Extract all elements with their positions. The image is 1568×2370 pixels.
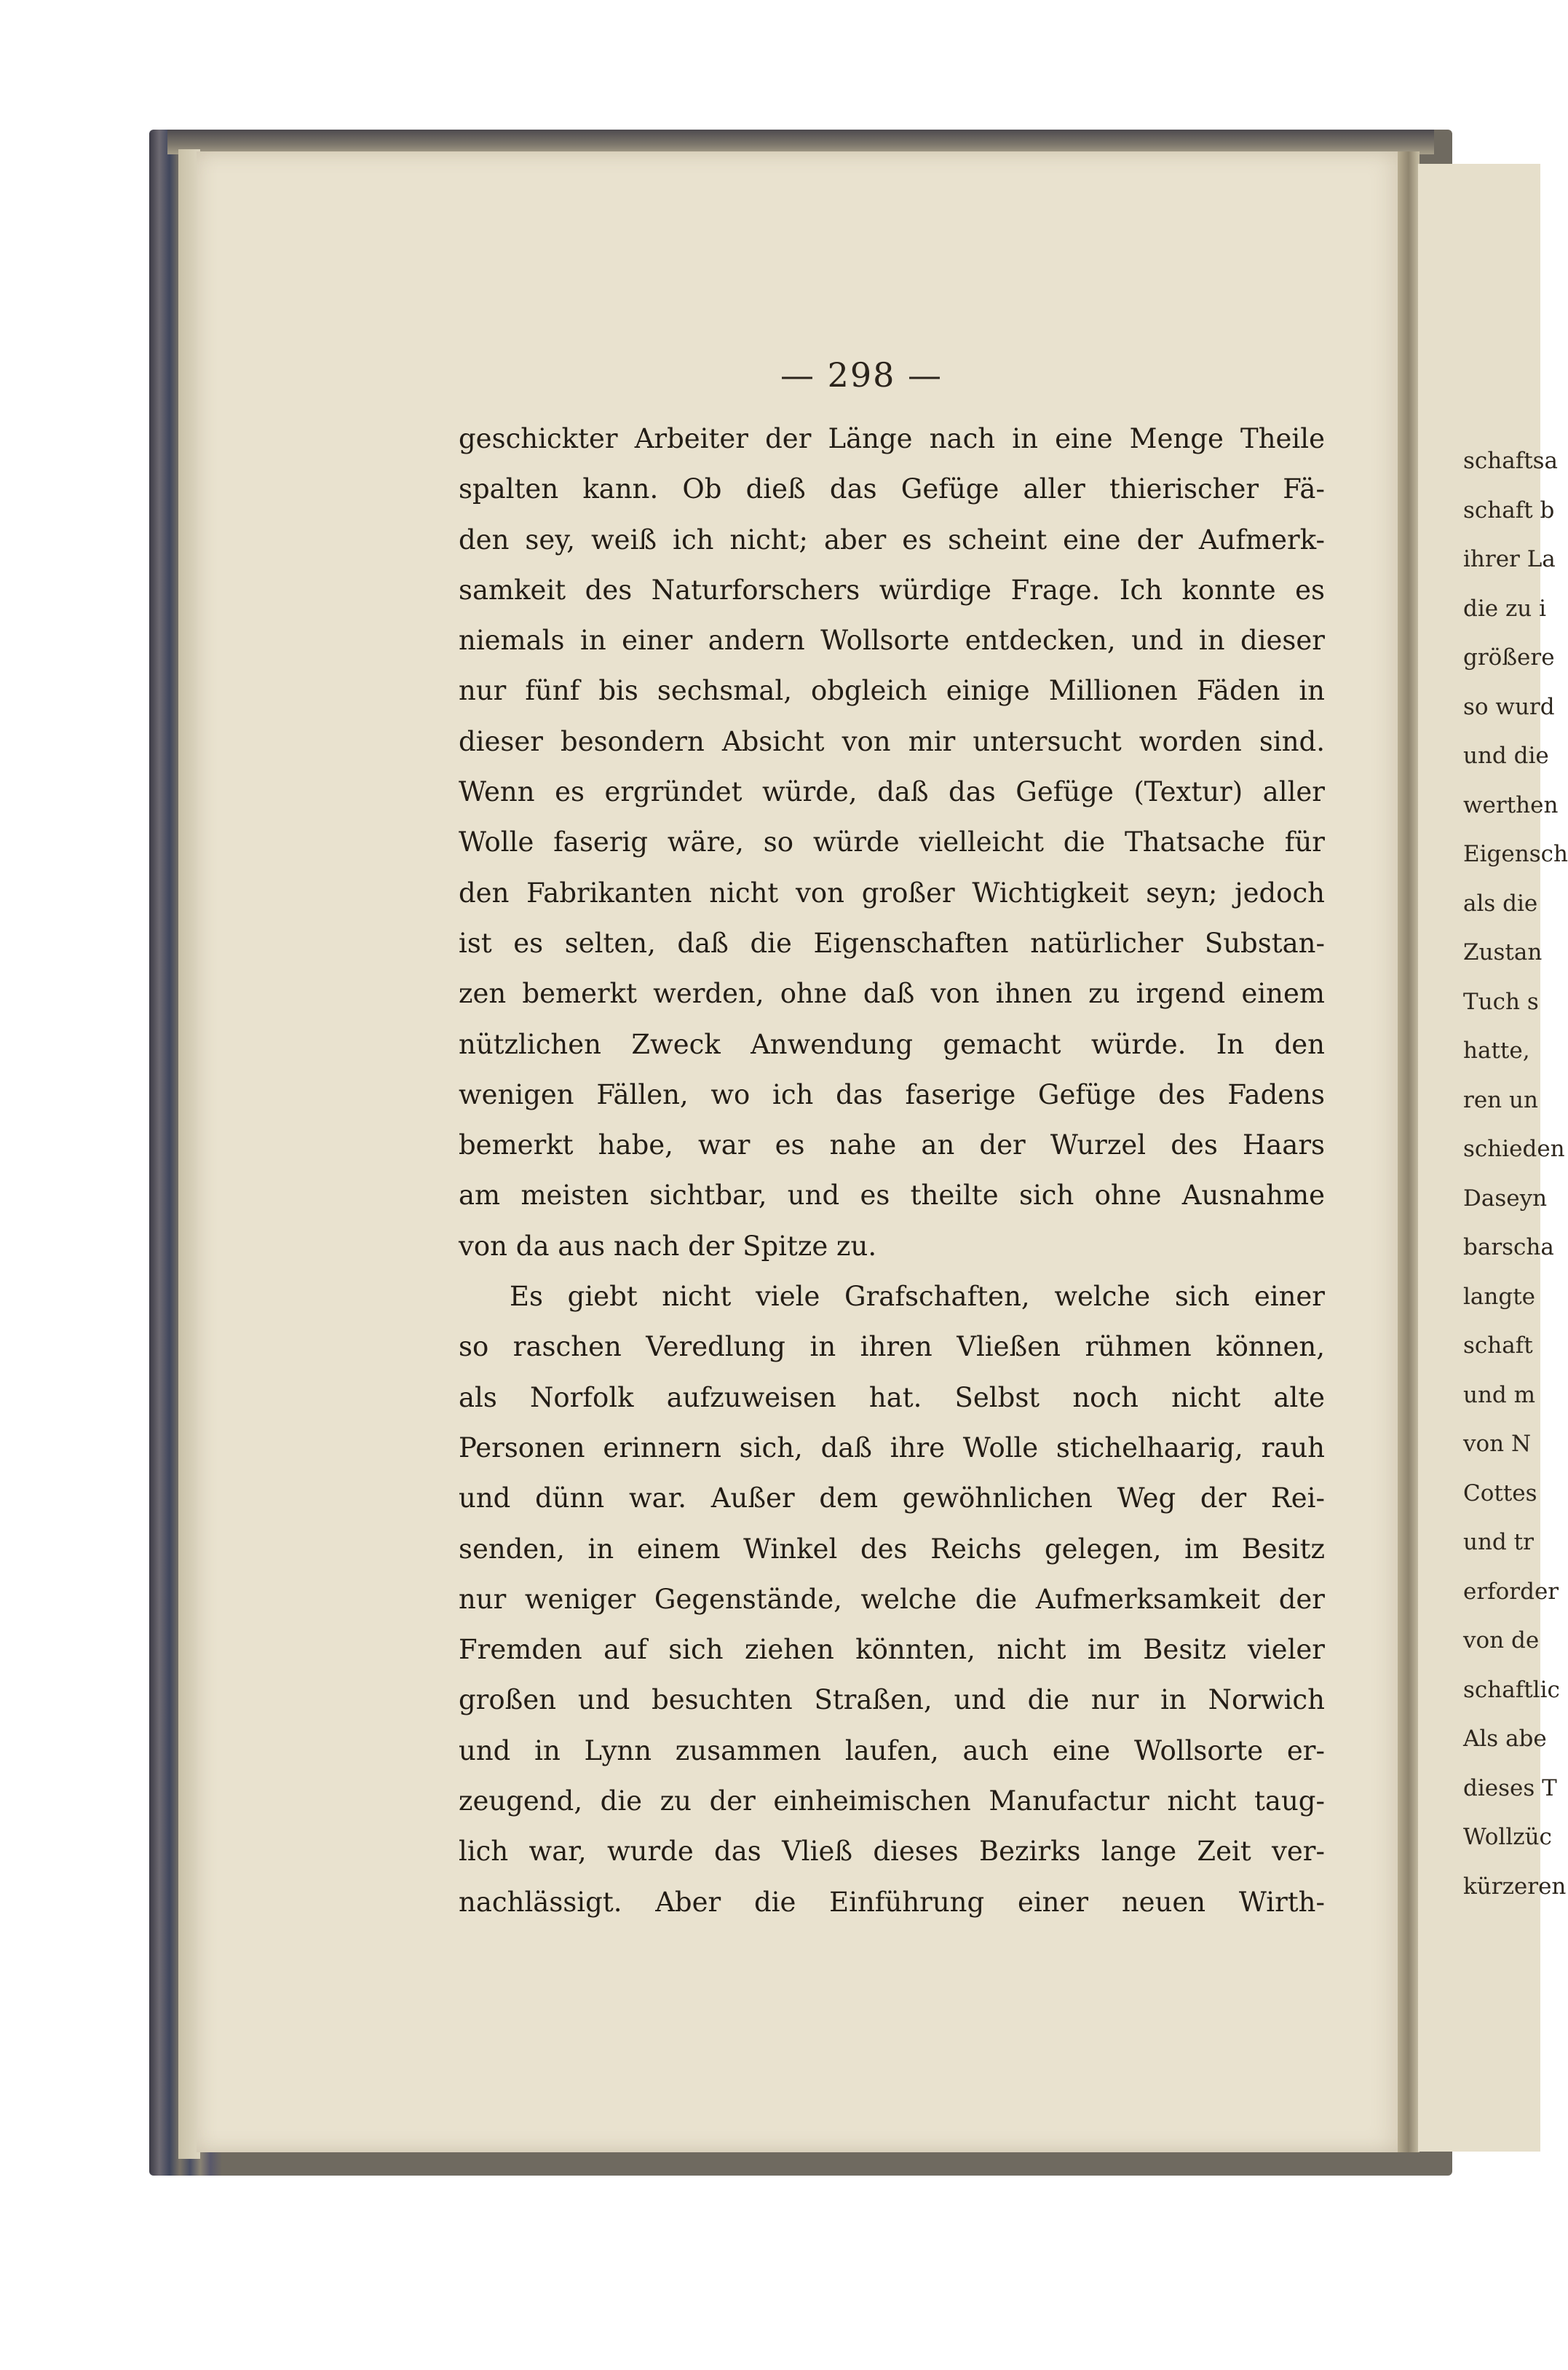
text-line: bemerkt habe, war es nahe an der Wurzel des Haars: [459, 1129, 1325, 1161]
text-line: Es giebt nicht viele Grafschaften, welche sich einer: [510, 1281, 1325, 1313]
text-line: dieser besondern Absicht von mir untersucht worden sind.: [459, 725, 1325, 757]
fragment-line: langte: [1463, 1283, 1536, 1310]
text-line: nur fünf bis sechsmal, obgleich einige Millionen Fäden in: [459, 675, 1325, 707]
book-cover-top-edge: [167, 130, 1434, 154]
text-line: senden, in einem Winkel des Reichs gelegen, im Besitz: [459, 1533, 1325, 1565]
text-line: von da aus nach der Spitze zu.: [459, 1230, 877, 1262]
text-line: Personen erinnern sich, daß ihre Wolle stichelhaarig, rauh: [459, 1431, 1325, 1464]
text-line: lich war, wurde das Vließ dieses Bezirks lange Zeit ver-: [459, 1836, 1325, 1868]
fragment-line: Als abe: [1463, 1726, 1547, 1752]
text-line: und in Lynn zusammen laufen, auch eine Wollsorte er-: [459, 1734, 1325, 1766]
book-gutter: [1398, 151, 1419, 2152]
text-line: großen und besuchten Straßen, und die nur in Norwich: [459, 1684, 1325, 1716]
fragment-line: ren un: [1463, 1086, 1538, 1113]
text-line: und dünn war. Außer dem gewöhnlichen Weg der Rei-: [459, 1482, 1325, 1514]
fragment-line: so wurd: [1463, 693, 1555, 720]
text-line: am meisten sichtbar, und es theilte sich ohne Ausnahme: [459, 1180, 1325, 1212]
text-line: samkeit des Naturforschers würdige Frage. Ich konnte es: [459, 574, 1325, 606]
fragment-line: als die: [1463, 890, 1538, 917]
text-line: als Norfolk aufzuweisen hat. Selbst noch nicht alte: [459, 1381, 1325, 1413]
fragment-line: werthen: [1463, 791, 1559, 818]
fragment-line: ihrer La: [1463, 546, 1556, 572]
text-line: nachlässigt. Aber die Einführung einer neuen Wirth-: [459, 1886, 1325, 1918]
fragment-line: dieses T: [1463, 1774, 1557, 1801]
text-line: zeugend, die zu der einheimischen Manufactur nicht taug-: [459, 1785, 1325, 1817]
body-text: [459, 414, 1325, 1927]
fragment-line: schieden: [1463, 1136, 1565, 1162]
fragment-line: schaft: [1463, 1332, 1533, 1359]
fragment-line: von de: [1463, 1627, 1540, 1654]
fragment-line: erforder: [1463, 1578, 1559, 1605]
text-line: so raschen Veredlung in ihren Vließen rühmen können,: [459, 1331, 1325, 1363]
page-number: — 298 —: [780, 355, 943, 395]
text-line: Wenn es ergründet würde, daß das Gefüge (Textur) aller: [459, 776, 1325, 808]
fragment-line: Tuch s: [1463, 988, 1539, 1015]
fragment-line: kürzeren: [1463, 1873, 1567, 1900]
fragment-line: Wollzüc: [1463, 1824, 1552, 1850]
text-line: geschickter Arbeiter der Länge nach in eine Menge Theile: [459, 423, 1325, 454]
fragment-line: Cottes: [1463, 1480, 1537, 1506]
fragment-line: Daseyn: [1463, 1185, 1548, 1212]
fragment-line: von N: [1463, 1431, 1532, 1457]
fragment-line: größere: [1463, 644, 1555, 671]
text-line: wenigen Fällen, wo ich das faserige Gefüge des Fadens: [459, 1078, 1325, 1110]
fragment-line: und die: [1463, 743, 1549, 769]
fragment-line: schaftlic: [1463, 1676, 1560, 1703]
fragment-line: schaft b: [1463, 497, 1555, 524]
fragment-line: hatte,: [1463, 1038, 1530, 1064]
text-line: den sey, weiß ich nicht; aber es scheint eine der Aufmerk-: [459, 524, 1325, 556]
fragment-line: Zustan: [1463, 939, 1543, 965]
text-line: niemals in einer andern Wollsorte entdecken, und in dieser: [459, 625, 1325, 657]
fragment-line: schaftsa: [1463, 448, 1559, 474]
text-line: den Fabrikanten nicht von großer Wichtigkeit seyn; jedoch: [459, 877, 1325, 909]
text-line: Fremden auf sich ziehen könnten, nicht im Besitz vieler: [459, 1634, 1325, 1666]
fragment-line: barscha: [1463, 1234, 1554, 1260]
fragment-line: Eigensch: [1463, 841, 1568, 867]
text-line: zen bemerkt werden, ohne daß von ihnen zu irgend einem: [459, 978, 1325, 1010]
text-line: spalten kann. Ob dieß das Gefüge aller thierischer Fä-: [459, 473, 1325, 505]
fragment-line: die zu i: [1463, 595, 1547, 622]
next-page-text-fragments: [1463, 437, 1568, 1911]
fragment-line: und tr: [1463, 1529, 1534, 1555]
text-line: ist es selten, daß die Eigenschaften natürlicher Substan-: [459, 927, 1325, 959]
text-line: nützlichen Zweck Anwendung gemacht würde. In den: [459, 1028, 1325, 1060]
fragment-line: und m: [1463, 1381, 1536, 1408]
text-line: Wolle faserig wäre, so würde vielleicht die Thatsache für: [459, 826, 1325, 858]
text-line: nur weniger Gegenstände, welche die Aufmerksamkeit der: [459, 1583, 1325, 1615]
